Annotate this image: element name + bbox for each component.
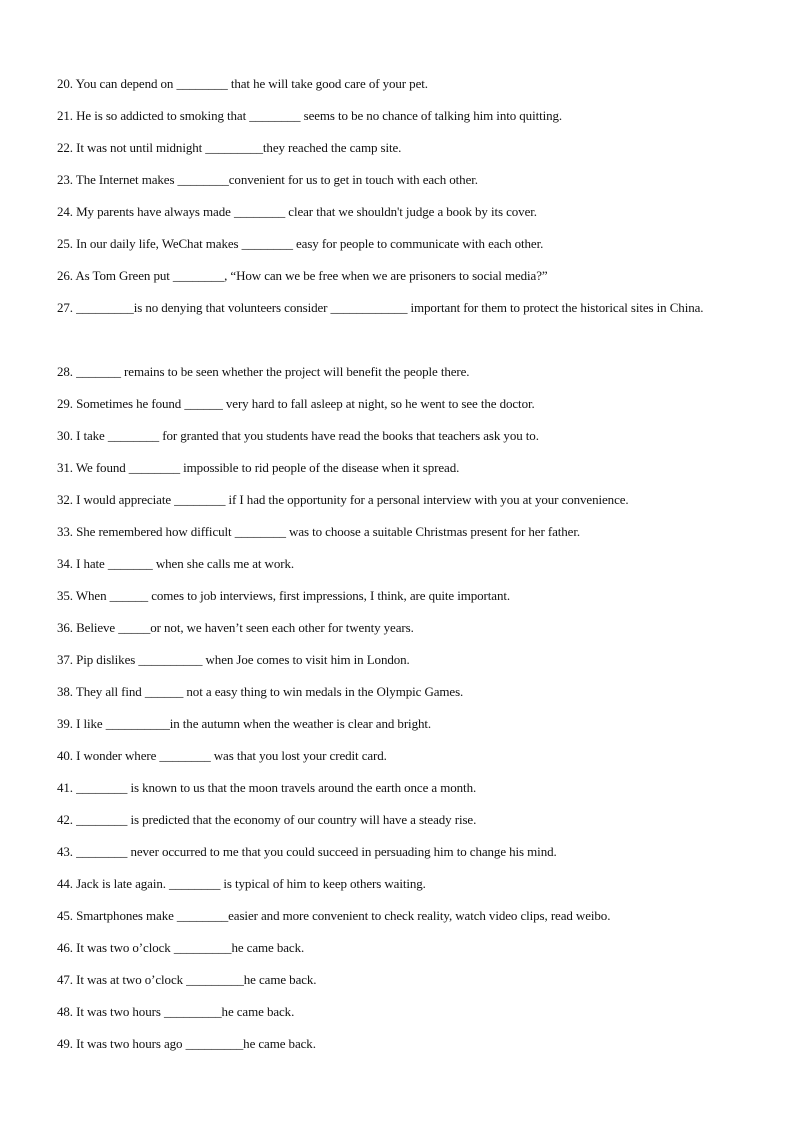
question-49: 49. It was two hours ago _________he came back. (57, 1036, 316, 1051)
question-43: 43. ________ never occurred to me that you could succeed in persuading him to change his mind. (57, 844, 557, 859)
question-30: 30. I take ________ for granted that you students have read the books that teachers ask you to. (57, 428, 539, 443)
question-20: 20. You can depend on ________ that he will take good care of your pet. (57, 76, 428, 91)
question-42: 42. ________ is predicted that the economy of our country will have a steady rise. (57, 812, 477, 827)
question-47: 47. It was at two o’clock _________he came back. (57, 972, 317, 987)
question-33: 33. She remembered how difficult ________ was to choose a suitable Christmas present for her father. (57, 524, 580, 539)
question-21: 21. He is so addicted to smoking that ________ seems to be no chance of talking him into quitting. (57, 108, 563, 123)
question-46: 46. It was two o’clock _________he came back. (57, 940, 305, 955)
question-27: 27. _________is no denying that volunteers consider ____________ important for them to protect the historical sites in China. (57, 300, 704, 315)
question-32: 32. I would appreciate ________ if I had the opportunity for a personal interview with you at your convenience. (57, 492, 629, 507)
question-41: 41. ________ is known to us that the moon travels around the earth once a month. (57, 780, 477, 795)
question-44: 44. Jack is late again. ________ is typical of him to keep others waiting. (57, 876, 426, 891)
question-24: 24. My parents have always made ________ clear that we shouldn't judge a book by its cover. (57, 204, 537, 219)
question-48: 48. It was two hours _________he came back. (57, 1004, 295, 1019)
question-list (57, 68, 739, 1060)
question-31: 31. We found ________ impossible to rid people of the disease when it spread. (57, 460, 460, 475)
question-40: 40. I wonder where ________ was that you lost your credit card. (57, 748, 387, 763)
question-35: 35. When ______ comes to job interviews, first impressions, I think, are quite important. (57, 588, 511, 603)
question-22: 22. It was not until midnight _________they reached the camp site. (57, 140, 402, 155)
question-36: 36. Believe _____or not, we haven’t seen each other for twenty years. (57, 620, 414, 635)
question-39: 39. I like __________in the autumn when the weather is clear and bright. (57, 716, 432, 731)
question-34: 34. I hate _______ when she calls me at work. (57, 556, 295, 571)
question-38: 38. They all find ______ not a easy thing to win medals in the Olympic Games. (57, 684, 464, 699)
question-26: 26. As Tom Green put ________, “How can we be free when we are prisoners to social media?” (57, 268, 548, 283)
question-37: 37. Pip dislikes __________ when Joe comes to visit him in London. (57, 652, 410, 667)
question-29: 29. Sometimes he found ______ very hard to fall asleep at night, so he went to see the doctor. (57, 396, 535, 411)
question-45: 45. Smartphones make ________easier and more convenient to check reality, watch video clips, read weibo. (57, 908, 611, 923)
question-25: 25. In our daily life, WeChat makes ________ easy for people to communicate with each other. (57, 236, 544, 251)
question-23: 23. The Internet makes ________convenient for us to get in touch with each other. (57, 172, 478, 187)
question-28: 28. _______ remains to be seen whether the project will benefit the people there. (57, 364, 470, 379)
